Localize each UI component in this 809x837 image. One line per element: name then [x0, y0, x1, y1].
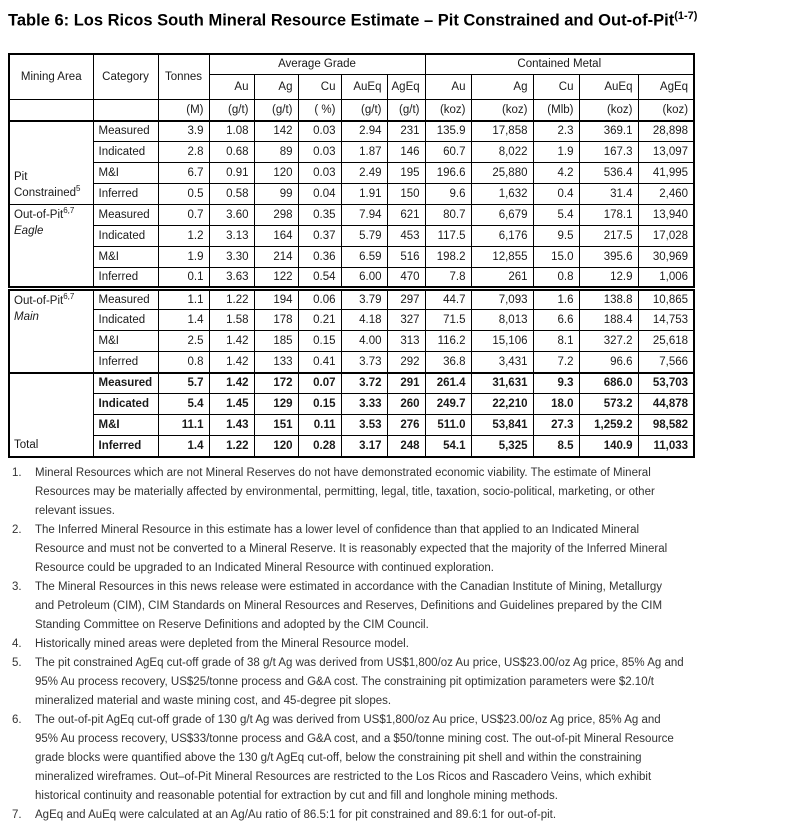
mining-area-label: Pit: [14, 171, 28, 183]
value-cell: 18.0: [533, 394, 579, 415]
mining-area-label: Out-of-Pit$^{6,7}$: [14, 206, 75, 221]
value-cell: 0.03: [298, 142, 341, 163]
value-cell: 117.5: [425, 226, 471, 247]
value-cell: 2.49: [341, 163, 387, 184]
value-cell: 25,880: [471, 163, 533, 184]
header-unit: (koz): [638, 100, 694, 121]
value-cell: 27.3: [533, 415, 579, 436]
value-cell: 1.42: [209, 331, 254, 352]
value-cell: 7.94: [341, 205, 387, 226]
value-cell: 0.5: [158, 184, 209, 205]
value-cell: 0.37: [298, 226, 341, 247]
value-cell: 11,033: [638, 436, 694, 457]
footnote-item: [8, 711, 684, 806]
table-row: [9, 226, 694, 247]
value-cell: 327: [387, 310, 425, 331]
value-cell: 1.45: [209, 394, 254, 415]
value-cell: 151: [254, 415, 298, 436]
table-row: [9, 163, 694, 184]
value-cell: 261.4: [425, 373, 471, 394]
value-cell: 8,022: [471, 142, 533, 163]
category-cell: Indicated: [93, 142, 158, 163]
table-row: [9, 394, 694, 415]
mining-area-label: Main: [14, 311, 39, 323]
value-cell: 0.15: [298, 331, 341, 352]
header-metal-aueq: AuEq: [579, 75, 638, 100]
value-cell: 516: [387, 247, 425, 268]
footnote-number: 6.: [12, 713, 22, 726]
header-mining-area: Mining Area: [9, 54, 93, 100]
value-cell: 0.8: [533, 268, 579, 289]
value-cell: 120: [254, 436, 298, 457]
footnote-number: 7.: [12, 808, 22, 821]
value-cell: 196.6: [425, 163, 471, 184]
value-cell: 31.4: [579, 184, 638, 205]
header-unit: (Mlb): [533, 100, 579, 121]
value-cell: 9.6: [425, 184, 471, 205]
value-cell: 150: [387, 184, 425, 205]
value-cell: 1.1: [158, 289, 209, 310]
value-cell: 140.9: [579, 436, 638, 457]
category-cell: Inferred: [93, 352, 158, 373]
table-row: [9, 415, 694, 436]
value-cell: 261: [471, 268, 533, 289]
value-cell: 142: [254, 121, 298, 142]
category-cell: M&I: [93, 247, 158, 268]
value-cell: 1.6: [533, 289, 579, 310]
value-cell: 231: [387, 121, 425, 142]
category-cell: Inferred: [93, 268, 158, 289]
value-cell: 7,566: [638, 352, 694, 373]
header-contained-metal: Contained Metal: [425, 54, 694, 75]
value-cell: 327.2: [579, 331, 638, 352]
category-cell: Measured: [93, 205, 158, 226]
table-body: [9, 121, 694, 457]
table-row: [9, 352, 694, 373]
footnotes: [8, 464, 684, 825]
header-row-groups: [9, 54, 694, 75]
table-row: [9, 310, 694, 331]
value-cell: 0.54: [298, 268, 341, 289]
value-cell: 0.28: [298, 436, 341, 457]
footnote-text: Mineral Resources which are not Mineral Reserves do not have demonstrated economic viability. The estimate of Mineral Resources may be materially affected by environmental, permitting, legal, title, taxation, socio-political, marketing, or other relevant issues.: [35, 466, 655, 517]
footnote-reference: 6,7: [63, 292, 75, 302]
table-row: [9, 142, 694, 163]
value-cell: 80.7: [425, 205, 471, 226]
header-unit: (g/t): [341, 100, 387, 121]
value-cell: 13,940: [638, 205, 694, 226]
value-cell: 31,631: [471, 373, 533, 394]
mining-area-label: Constrained$^5$: [14, 184, 81, 199]
footnote-text: The Mineral Resources in this news release were estimated in accordance with the Canadian Institute of Mining, Metallurgy and Petroleum (CIM), CIM Standards on Mineral Resources and Reserves, Definitions and Guidelines prepared by the CIM Standing Committee on Reserve Definitions and adopted by the CIM Council.: [35, 580, 663, 631]
value-cell: 292: [387, 352, 425, 373]
value-cell: 71.5: [425, 310, 471, 331]
value-cell: 3.30: [209, 247, 254, 268]
footnote-text: AgEq and AuEq were calculated at an Ag/Au ratio of 86.5:1 for pit constrained and 89.6:1 for out-of-pit.: [35, 808, 557, 821]
value-cell: 60.7: [425, 142, 471, 163]
value-cell: 28,898: [638, 121, 694, 142]
value-cell: 3.72: [341, 373, 387, 394]
header-unit: ( %): [298, 100, 341, 121]
value-cell: 5,325: [471, 436, 533, 457]
value-cell: 178: [254, 310, 298, 331]
mining-area-cell: [9, 121, 93, 205]
header-grade-au: Au: [209, 75, 254, 100]
value-cell: 8,013: [471, 310, 533, 331]
value-cell: 0.15: [298, 394, 341, 415]
value-cell: 10,865: [638, 289, 694, 310]
category-cell: M&I: [93, 163, 158, 184]
value-cell: 0.41: [298, 352, 341, 373]
value-cell: 15.0: [533, 247, 579, 268]
value-cell: 98,582: [638, 415, 694, 436]
table-title: [8, 5, 801, 33]
value-cell: 1.58: [209, 310, 254, 331]
value-cell: 313: [387, 331, 425, 352]
value-cell: 12.9: [579, 268, 638, 289]
value-cell: 194: [254, 289, 298, 310]
table-row: [9, 331, 694, 352]
value-cell: 6.7: [158, 163, 209, 184]
value-cell: 7.8: [425, 268, 471, 289]
value-cell: 41,995: [638, 163, 694, 184]
header-unit: (g/t): [387, 100, 425, 121]
value-cell: 120: [254, 163, 298, 184]
category-cell: M&I: [93, 331, 158, 352]
footnote-number: 2.: [12, 523, 22, 536]
header-tonnes: Tonnes: [158, 54, 209, 100]
value-cell: 178.1: [579, 205, 638, 226]
value-cell: 536.4: [579, 163, 638, 184]
value-cell: 3.63: [209, 268, 254, 289]
table-row: [9, 205, 694, 226]
category-cell: Inferred: [93, 184, 158, 205]
value-cell: 4.00: [341, 331, 387, 352]
header-metal-au: Au: [425, 75, 471, 100]
value-cell: 1,259.2: [579, 415, 638, 436]
table-row: [9, 247, 694, 268]
value-cell: 6.59: [341, 247, 387, 268]
value-cell: 0.58: [209, 184, 254, 205]
value-cell: 3.13: [209, 226, 254, 247]
value-cell: 138.8: [579, 289, 638, 310]
value-cell: 116.2: [425, 331, 471, 352]
value-cell: 3.53: [341, 415, 387, 436]
value-cell: 5.4: [158, 394, 209, 415]
footnote-text: The Inferred Mineral Resource in this estimate has a lower level of confidence than that applied to an Indicated Mineral Resource and must not be converted to a Mineral Reserve. It is reasonably expected that the majority of the Inferred Mineral Resource could be upgraded to an Indicated Mineral Resource with continued exploration.: [35, 523, 668, 574]
value-cell: 3.9: [158, 121, 209, 142]
value-cell: 0.36: [298, 247, 341, 268]
header-unit: (g/t): [254, 100, 298, 121]
header-average-grade: Average Grade: [209, 54, 425, 75]
value-cell: 3,431: [471, 352, 533, 373]
header-grade-aueq: AuEq: [341, 75, 387, 100]
value-cell: 164: [254, 226, 298, 247]
value-cell: 0.06: [298, 289, 341, 310]
footnote-text: The out-of-pit AgEq cut-off grade of 130 g/t Ag was derived from US$1,800/oz Au price, US$23.00/oz Ag price, 85% Ag and 95% Au process recovery, US$33/tonne process and G&A cost, and a $50/tonne mining cost. The out-of-pit Mineral Resource grade blocks were quantified above the 130 g/t AgEq cut-off, below the constraining pit shell and within the constraining mineralized wireframes. Out–of-Pit Mineral Resources are restricted to the Los Ricos and Rascadero Veins, which exhibit historical continuity and reasonable potential for extraction by cut and fill and longhole mining methods.: [35, 713, 674, 802]
value-cell: 1.42: [209, 352, 254, 373]
footnote-number: 1.: [12, 466, 22, 479]
footnote-number: 4.: [12, 637, 22, 650]
value-cell: 6,176: [471, 226, 533, 247]
footnote-item: [8, 578, 684, 635]
value-cell: 9.5: [533, 226, 579, 247]
value-cell: 453: [387, 226, 425, 247]
value-cell: 13,097: [638, 142, 694, 163]
value-cell: 167.3: [579, 142, 638, 163]
value-cell: 0.1: [158, 268, 209, 289]
footnote-item: [8, 521, 684, 578]
table-row: [9, 184, 694, 205]
value-cell: 7,093: [471, 289, 533, 310]
value-cell: 1.91: [341, 184, 387, 205]
header-row-units: [9, 100, 694, 121]
footnote-reference: 5: [76, 184, 81, 194]
value-cell: 22,210: [471, 394, 533, 415]
header-unit-empty-2: [93, 100, 158, 121]
category-cell: Indicated: [93, 226, 158, 247]
mining-area-label: Out-of-Pit$^{6,7}$: [14, 292, 75, 307]
footnote-text: Historically mined areas were depleted from the Mineral Resource model.: [35, 637, 409, 650]
value-cell: 2.3: [533, 121, 579, 142]
header-metal-ag: Ag: [471, 75, 533, 100]
value-cell: 0.68: [209, 142, 254, 163]
value-cell: 36.8: [425, 352, 471, 373]
value-cell: 297: [387, 289, 425, 310]
value-cell: 276: [387, 415, 425, 436]
value-cell: 5.7: [158, 373, 209, 394]
value-cell: 135.9: [425, 121, 471, 142]
value-cell: 195: [387, 163, 425, 184]
header-unit: (g/t): [209, 100, 254, 121]
value-cell: 395.6: [579, 247, 638, 268]
table-title-superscript: (1-7): [674, 10, 698, 22]
value-cell: 621: [387, 205, 425, 226]
category-cell: Measured: [93, 289, 158, 310]
header-unit: (koz): [425, 100, 471, 121]
mining-area-cell: [9, 373, 93, 457]
mining-area-label: Eagle: [14, 225, 44, 237]
value-cell: 1.08: [209, 121, 254, 142]
value-cell: 1.9: [158, 247, 209, 268]
value-cell: 25,618: [638, 331, 694, 352]
value-cell: 0.07: [298, 373, 341, 394]
header-unit: (koz): [471, 100, 533, 121]
value-cell: 3.79: [341, 289, 387, 310]
value-cell: 7.2: [533, 352, 579, 373]
table-row: [9, 268, 694, 289]
value-cell: 1.22: [209, 289, 254, 310]
value-cell: 11.1: [158, 415, 209, 436]
value-cell: 198.2: [425, 247, 471, 268]
value-cell: 1.4: [158, 436, 209, 457]
category-cell: Inferred: [93, 436, 158, 457]
value-cell: 8.1: [533, 331, 579, 352]
value-cell: 96.6: [579, 352, 638, 373]
value-cell: 5.4: [533, 205, 579, 226]
value-cell: 686.0: [579, 373, 638, 394]
value-cell: 298: [254, 205, 298, 226]
value-cell: 1.4: [158, 310, 209, 331]
mining-area-cell: [9, 289, 93, 373]
header-metal-cu: Cu: [533, 75, 579, 100]
footnote-text: The pit constrained AgEq cut-off grade of 38 g/t Ag was derived from US$1,800/oz Au price, US$23.00/oz Ag price, 85% Ag and 95% Au process recovery, US$25/tonne process and G&A cost. The constraining pit optimization parameters were $2.10/t mineralized material and waste mining cost, and 45-degree pit slopes.: [35, 656, 684, 707]
header-unit: (koz): [579, 100, 638, 121]
value-cell: 2.94: [341, 121, 387, 142]
value-cell: 53,703: [638, 373, 694, 394]
mineral-resource-table: [8, 53, 695, 458]
value-cell: 188.4: [579, 310, 638, 331]
value-cell: 3.17: [341, 436, 387, 457]
value-cell: 1.42: [209, 373, 254, 394]
footnote-item: [8, 464, 684, 521]
footnote-item: [8, 806, 684, 825]
value-cell: 133: [254, 352, 298, 373]
footnote-number: 5.: [12, 656, 22, 669]
value-cell: 4.2: [533, 163, 579, 184]
header-metal-ageq: AgEq: [638, 75, 694, 100]
value-cell: 2.8: [158, 142, 209, 163]
header-grade-ag: Ag: [254, 75, 298, 100]
value-cell: 249.7: [425, 394, 471, 415]
value-cell: 0.91: [209, 163, 254, 184]
footnote-item: [8, 635, 684, 654]
value-cell: 17,858: [471, 121, 533, 142]
value-cell: 0.11: [298, 415, 341, 436]
value-cell: 2,460: [638, 184, 694, 205]
mining-area-label: Total: [14, 438, 39, 451]
category-cell: Measured: [93, 373, 158, 394]
value-cell: 14,753: [638, 310, 694, 331]
footnote-number: 3.: [12, 580, 22, 593]
mining-area-cell: [9, 205, 93, 289]
value-cell: 172: [254, 373, 298, 394]
header-grade-cu: Cu: [298, 75, 341, 100]
value-cell: 9.3: [533, 373, 579, 394]
value-cell: 1.43: [209, 415, 254, 436]
header-category: Category: [93, 54, 158, 100]
value-cell: 0.03: [298, 121, 341, 142]
value-cell: 1.87: [341, 142, 387, 163]
value-cell: 15,106: [471, 331, 533, 352]
value-cell: 217.5: [579, 226, 638, 247]
value-cell: 511.0: [425, 415, 471, 436]
value-cell: 573.2: [579, 394, 638, 415]
header-unit-empty-1: [9, 100, 93, 121]
value-cell: 3.73: [341, 352, 387, 373]
value-cell: 4.18: [341, 310, 387, 331]
footnote-item: [8, 654, 684, 711]
value-cell: 12,855: [471, 247, 533, 268]
value-cell: 0.03: [298, 163, 341, 184]
value-cell: 1.9: [533, 142, 579, 163]
value-cell: 291: [387, 373, 425, 394]
value-cell: 129: [254, 394, 298, 415]
value-cell: 6.6: [533, 310, 579, 331]
value-cell: 89: [254, 142, 298, 163]
table-row: [9, 436, 694, 457]
value-cell: 3.33: [341, 394, 387, 415]
value-cell: 260: [387, 394, 425, 415]
value-cell: 1,006: [638, 268, 694, 289]
category-cell: Measured: [93, 121, 158, 142]
category-cell: Indicated: [93, 310, 158, 331]
value-cell: 214: [254, 247, 298, 268]
value-cell: 1,632: [471, 184, 533, 205]
table-header: [9, 54, 694, 121]
value-cell: 99: [254, 184, 298, 205]
value-cell: 0.8: [158, 352, 209, 373]
value-cell: 470: [387, 268, 425, 289]
header-grade-ageq: AgEq: [387, 75, 425, 100]
value-cell: 8.5: [533, 436, 579, 457]
value-cell: 44.7: [425, 289, 471, 310]
footnote-reference: 6,7: [63, 206, 75, 216]
value-cell: 6.00: [341, 268, 387, 289]
value-cell: 248: [387, 436, 425, 457]
value-cell: 17,028: [638, 226, 694, 247]
table-title-text: Table 6: Los Ricos South Mineral Resource Estimate – Pit Constrained and Out-of-Pit: [8, 11, 675, 30]
table-row: [9, 289, 694, 310]
value-cell: 0.7: [158, 205, 209, 226]
category-cell: Indicated: [93, 394, 158, 415]
value-cell: 0.35: [298, 205, 341, 226]
value-cell: 0.21: [298, 310, 341, 331]
value-cell: 6,679: [471, 205, 533, 226]
value-cell: 1.22: [209, 436, 254, 457]
value-cell: 1.2: [158, 226, 209, 247]
value-cell: 3.60: [209, 205, 254, 226]
value-cell: 5.79: [341, 226, 387, 247]
value-cell: 0.04: [298, 184, 341, 205]
value-cell: 146: [387, 142, 425, 163]
value-cell: 53,841: [471, 415, 533, 436]
category-cell: M&I: [93, 415, 158, 436]
value-cell: 30,969: [638, 247, 694, 268]
value-cell: 369.1: [579, 121, 638, 142]
value-cell: 0.4: [533, 184, 579, 205]
value-cell: 44,878: [638, 394, 694, 415]
value-cell: 2.5: [158, 331, 209, 352]
header-unit-tonnes: (M): [158, 100, 209, 121]
value-cell: 122: [254, 268, 298, 289]
table-row: [9, 373, 694, 394]
value-cell: 54.1: [425, 436, 471, 457]
value-cell: 185: [254, 331, 298, 352]
table-row: [9, 121, 694, 142]
